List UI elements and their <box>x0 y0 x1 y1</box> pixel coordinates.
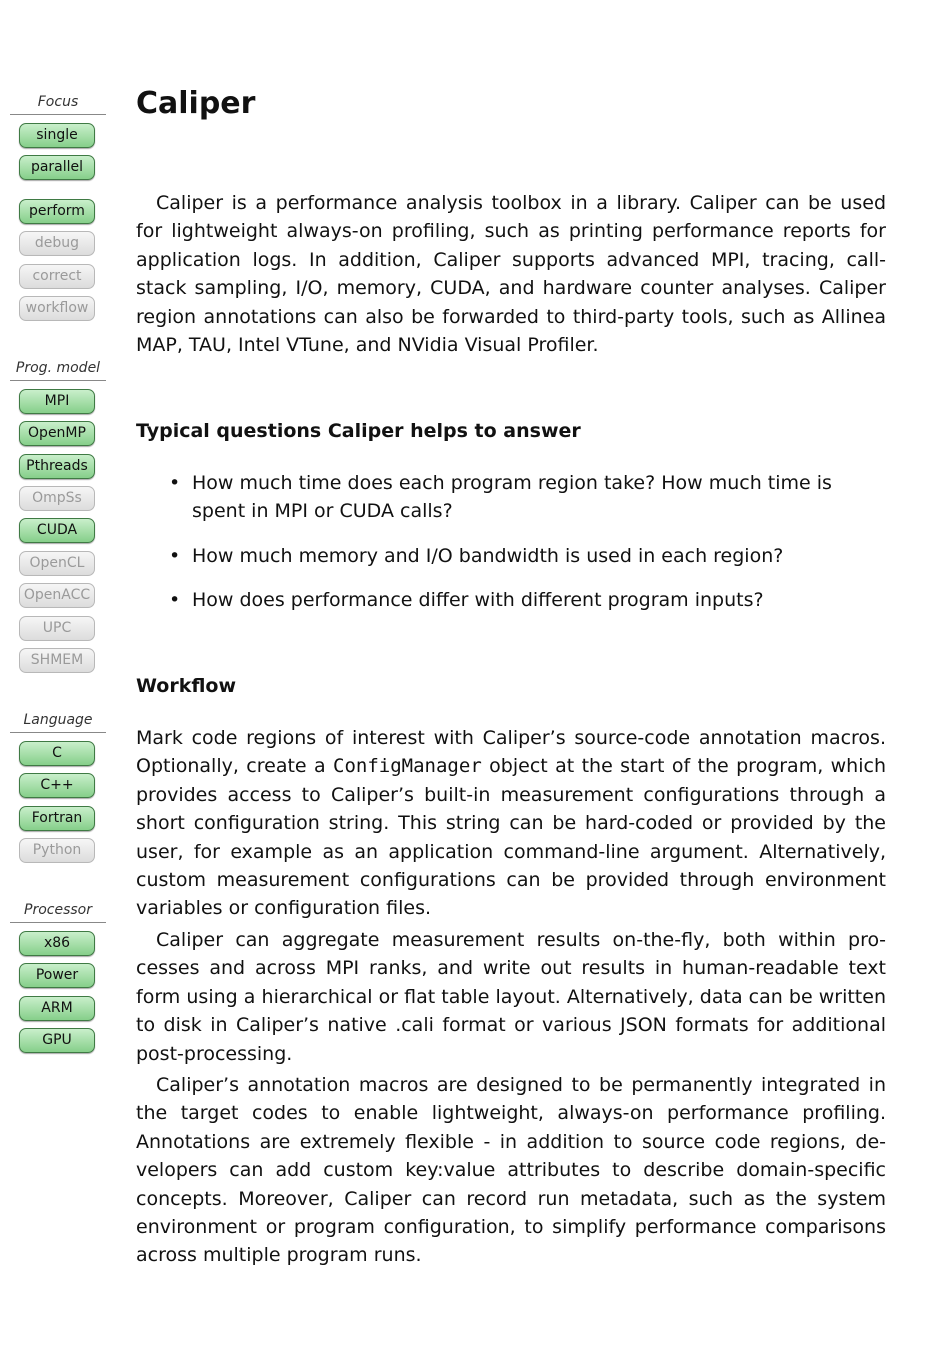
list-item: • How much time does each program region take? How much time is spent in MPI or CUDA calls? <box>169 472 832 523</box>
configmanager-code: ConfigManager <box>333 755 482 778</box>
questions-list <box>136 469 886 631</box>
processor-tag-gpu: GPU <box>19 1028 95 1053</box>
language-tag-fortran: Fortran <box>19 806 95 831</box>
prog-model-tag-opencl: OpenCL <box>19 551 95 576</box>
focus-tag-parallel: parallel <box>19 155 95 180</box>
processor-tag-arm: ARM <box>19 996 95 1021</box>
prog-model-tag-shmem: SHMEM <box>19 648 95 673</box>
workflow-paragraph-3: Caliper’s annotation macros are designed to be permanently integrated in the target codes to enable lightweight, always-on performance profiling. Annotations are extremely flexible - in addition to source code regions, developers can add custom key:value attributes to describe domain-specific concepts. Moreover, Caliper can record run metadata, such as the system environment or program configuration, to simplify performance comparisons across multiple program runs. <box>136 1074 886 1267</box>
processor-tag-x86: x86 <box>19 931 95 956</box>
focus-tag-workflow: workflow <box>19 296 95 321</box>
prog-model-tag-upc: UPC <box>19 616 95 641</box>
workflow-paragraph-2: Caliper can aggregate measurement results on-the-fly, both within processes and across MPI ranks, and write out results in human-readable text form using a hierarchical or flat table layout. Alternatively, data can be written to disk in Caliper’s native .cali format or various JSON formats for additional post-processing. <box>136 929 886 1065</box>
prog-model-tag-openacc: OpenACC <box>19 583 95 608</box>
questions-heading: Typical questions Caliper helps to answer <box>136 420 581 442</box>
focus-tag-single: single <box>19 123 95 148</box>
processor-group-title: Processor <box>10 902 106 923</box>
language-group-title: Language <box>10 712 106 733</box>
prog-model-tag-pthreads: Pthreads <box>19 454 95 479</box>
focus-group-title: Focus <box>10 94 106 115</box>
focus-tag-perform: perform <box>19 199 95 224</box>
list-item: • How does performance differ with different program inputs? <box>169 589 764 612</box>
question-text: How does performance differ with different program inputs? <box>192 589 764 612</box>
workflow-text-b: object at the start of the program, which provides access to Caliper’s built-in measurement configurations through a short configuration string. This string can be hard-coded or provided by the user, for example as an application command-line argument. Alternatively, custom measurement configurations can be provided through environment variables or configuration files. <box>136 755 886 920</box>
intro-paragraph: Caliper is a performance analysis toolbox in a library. Caliper can be used for lightweight always-on profiling, such as printing performance reports for application logs. In addition, Caliper supports advanced MPI, tracing, call-stack sampling, I/O, memory, CUDA, and hardware counter analyses. Caliper region annotations can also be forwarded to third-party tools, such as Allinea MAP, TAU, Intel VTune, and NVidia Visual Profiler. <box>136 192 886 357</box>
workflow-paragraph-1 <box>136 724 886 923</box>
question-text: How much memory and I/O bandwidth is used in each region? <box>192 544 784 567</box>
prog-model-tag-ompss: OmpSs <box>19 486 95 511</box>
focus-tag-correct: correct <box>19 264 95 289</box>
language-tag-cpp: C++ <box>19 773 95 798</box>
prog-model-tag-openmp: OpenMP <box>19 421 95 446</box>
language-tag-c: C <box>19 741 95 766</box>
prog-model-tag-cuda: CUDA <box>19 518 95 543</box>
prog-model-group-title: Prog. model <box>10 360 106 381</box>
question-text: How much time does each program region take? How much time is spent in MPI or CUDA calls? <box>192 472 832 523</box>
workflow-text-a: Mark code regions of interest with Caliper’s source-code annotation macros. Optionally, create a <box>136 727 886 778</box>
processor-tag-power: Power <box>19 963 95 988</box>
workflow-heading: Workflow <box>136 675 237 697</box>
prog-model-tag-mpi: MPI <box>19 389 95 414</box>
language-tag-python: Python <box>19 838 95 863</box>
focus-tag-debug: debug <box>19 231 95 256</box>
page-title: Caliper <box>136 86 256 121</box>
list-item: • How much memory and I/O bandwidth is used in each region? <box>169 544 784 567</box>
